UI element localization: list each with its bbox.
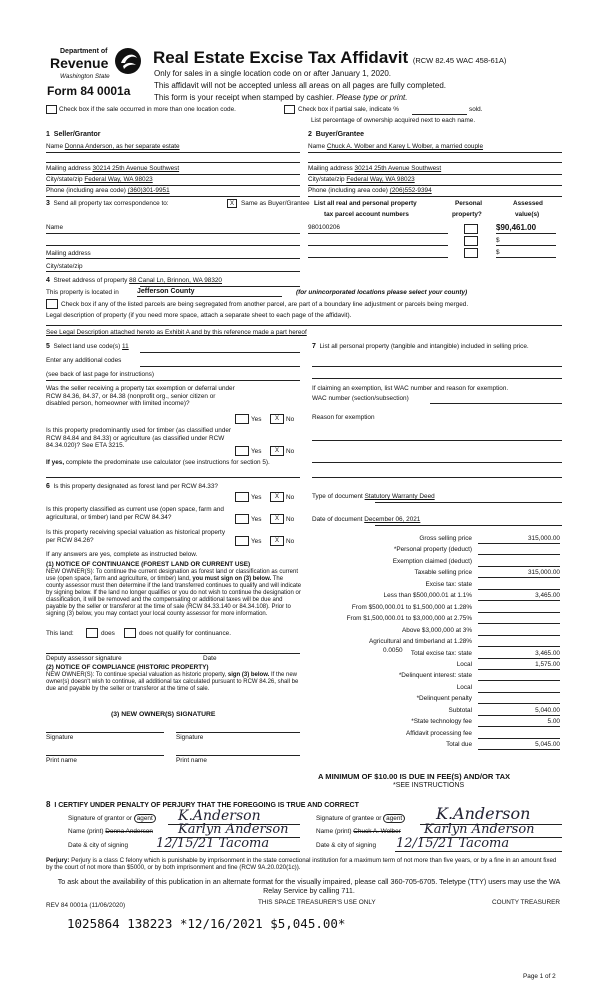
notice2-c: If the new owner(s) doesn't wish to continue, all additional tax calculated pursuant to RCW 84.26, shall be due and payable by the seller or transferor at the time of sale. <box>46 672 299 693</box>
tax-row-value[interactable]: 315,000.00 <box>478 535 560 544</box>
state-label: Washington State <box>60 73 110 80</box>
buyer-phone-label: Phone (including area code) <box>308 187 388 194</box>
list-percentage-note: List percentage of ownership acquired next to each name. <box>311 117 476 124</box>
exemption-question: Was the seller receiving a property tax exemption or deferral under RCW 84.36, 84.37, or 84.38 (nonprofit org., senior citizen or disabled person, homeowner with limited income)? <box>46 385 235 408</box>
buyer-blank-line <box>308 162 562 163</box>
notice1-c: The county assessor must then determine if the land transferred continues to qualify and will indicate by signing below. If the land no longer qualifies or you do not wish to continue the designation or classification, it will be removed and the compensating or additional taxes will be due and payable by the seller or transferor at the time of sale (RCW 84.33.140 or 84.34.108). Prior to signing (3) below, you may contact your local county assessor for more information. <box>46 576 302 618</box>
see-back-line <box>46 380 300 381</box>
section-8-number: 8 <box>46 800 51 809</box>
parcel-line-1 <box>308 233 448 234</box>
wac-label: WAC number (section/subsection) <box>312 395 409 402</box>
grantee-signature: K.Anderson <box>436 804 531 823</box>
owner-sig-line-1[interactable] <box>46 732 164 733</box>
buyer-city-row <box>308 176 415 184</box>
treasurer-stamp: 1025864 138223 *12/16/2021 $5,045.00* <box>67 916 346 931</box>
s3-blank-line[interactable] <box>46 245 300 246</box>
buyer-name-value: Chuck A. Wolber and Karey L Wolber, a married couple <box>326 143 484 150</box>
historic-question: Is this property receiving special valuation as historical property per RCW 84.26? <box>46 529 226 544</box>
parcel-number-1: 980100206 <box>308 224 340 231</box>
tax-row-value[interactable]: 3,465.00 <box>478 592 560 601</box>
tax-row-label: Agricultural and timberland at 1.28% <box>368 638 472 646</box>
grantee-name-struck: Chuck A. Wolber <box>353 828 401 835</box>
header-line-1: Only for sales in a single location code on or after January 1, 2020. <box>154 69 392 78</box>
personal-header-2: property? <box>452 211 482 218</box>
tax-row-value[interactable] <box>478 558 560 567</box>
partial-sale-label: Check box if partial sale, indicate % <box>298 106 399 113</box>
tax-row-label: Local <box>456 660 472 668</box>
new-owner-signature-title: (3) NEW OWNER(S) SIGNATURE <box>111 711 216 718</box>
legal-description: See Legal Description attached hereto as Exhibit A and by this reference made a part hereof <box>46 329 307 336</box>
s3-name-line[interactable] <box>46 233 300 234</box>
grantee-print-name: Karlyn Anderson <box>424 822 535 837</box>
does-label: does <box>101 630 115 637</box>
perjury-notice <box>46 857 562 872</box>
street-line <box>140 286 300 287</box>
perjury-label: Perjury: <box>46 857 70 864</box>
section-4-number: 4 <box>46 277 50 284</box>
owner-signature-label-1: Signature <box>46 734 74 741</box>
tax-row-label: Exemption claimed (deduct) <box>392 557 472 565</box>
grantor-name-row <box>68 828 153 836</box>
buyer-phone-row <box>308 187 432 195</box>
rcw-reference: (RCW 82.45 WAC 458-61A) <box>412 56 507 65</box>
tax-row-value[interactable] <box>478 638 560 647</box>
current-use-no-checkbox[interactable]: X <box>270 514 284 524</box>
timber-yes-checkbox[interactable] <box>235 446 249 456</box>
owner-print-line-1[interactable] <box>46 755 164 756</box>
assessed-line-2 <box>496 245 556 246</box>
grantee-name-label: Name (print) <box>316 828 352 835</box>
tax-row-label: Local <box>456 683 472 691</box>
land-use-row <box>46 343 129 351</box>
current-use-no-label: No <box>286 516 295 523</box>
partial-sale-checkbox[interactable] <box>284 105 295 114</box>
doc-date-line <box>375 525 562 526</box>
buyer-city-label: City/state/zip <box>308 176 345 183</box>
if-yes-bold: If yes, <box>46 459 65 466</box>
personal-checkbox-2[interactable] <box>464 236 478 246</box>
seller-phone-row <box>46 187 170 195</box>
historic-no-checkbox[interactable]: X <box>270 536 284 546</box>
if-yes-text: complete the predominate use calculator (see instructions for section 5). <box>65 459 270 466</box>
exemption-no-checkbox[interactable]: X <box>270 414 284 424</box>
notice2-b: sign (3) below. <box>227 672 270 678</box>
buyer-heading-text: Buyer/Grantee <box>315 131 365 138</box>
street-label: Street address of property <box>53 277 128 284</box>
timber-yes-label: Yes <box>251 448 262 455</box>
legal-label: Legal description of property (if you need more space, attach a separate sheet to each page of the affidavit). <box>46 312 352 319</box>
buyer-mailing-label: Mailing address <box>308 165 353 172</box>
exemption-yes-checkbox[interactable] <box>235 414 249 424</box>
tax-row-value[interactable] <box>478 546 560 555</box>
notice2-a: NEW OWNER(S): To continue special valuation as historic property, <box>46 672 227 678</box>
revenue-label: Revenue <box>50 55 109 71</box>
tax-row-value[interactable] <box>478 730 560 739</box>
doc-type-value: Statutory Warranty Deed <box>364 493 435 500</box>
section-6-number: 6 <box>46 483 50 490</box>
header-line-2: This affidavit will not be accepted unless all areas on all pages are fully completed. <box>154 81 447 90</box>
historic-yes-checkbox[interactable] <box>235 536 249 546</box>
dor-logo-icon <box>112 46 144 76</box>
historic-no-label: No <box>286 538 295 545</box>
tax-row-label: Total excise tax: state <box>410 649 472 657</box>
reason-line-1[interactable] <box>312 440 562 441</box>
tax-row-value[interactable]: 5,040.00 <box>478 707 560 716</box>
header-line-3 <box>154 93 407 103</box>
assessed-dollar-3: $ <box>496 249 500 256</box>
this-land-label: This land: <box>46 630 74 637</box>
section-7-text <box>312 343 557 351</box>
form-title-text: Real Estate Excise Tax Affidavit <box>153 48 409 67</box>
seller-heading <box>46 131 100 139</box>
county-select[interactable]: Jefferson County <box>137 288 282 297</box>
historic-yes-label: Yes <box>251 538 262 545</box>
doc-type-row <box>312 493 435 501</box>
tax-row-value[interactable]: 5,045.00 <box>478 741 560 750</box>
tax-row-label: Subtotal <box>448 706 472 714</box>
alt-format-notice: To ask about the availability of this publication in an alternate format for the visually impaired, please call 360-705-6705. Teletype (TTY) users may use the WA Relay Service by calling 711. <box>57 877 561 895</box>
grantor-date-label: Date & city of signing <box>68 842 129 849</box>
tax-row-label: Excise tax: state <box>425 580 472 588</box>
s3-mailing-line[interactable] <box>46 258 300 259</box>
does-checkbox[interactable] <box>86 628 98 638</box>
seller-mailing-row <box>46 165 179 173</box>
current-use-yes-label: Yes <box>251 516 262 523</box>
tax-row-value[interactable] <box>478 695 560 704</box>
parcel-line-2 <box>308 245 448 246</box>
segregated-checkbox[interactable] <box>46 299 58 309</box>
tax-row-label: *Delinquent interest: state <box>398 672 472 680</box>
reason-line-2[interactable] <box>312 462 562 463</box>
doc-date-value: December 06, 2021 <box>364 516 421 523</box>
seller-mailing-line <box>46 174 300 175</box>
owner-print-label-1: Print name <box>46 757 77 764</box>
perjury-text: Perjury is a class C felony which is punishable by imprisonment in the state correctional institution for a maximum term of not more than five years, or by a fine in an amount fixed by the court of not more than $5000, or by both imprisonment and fine (RCW 9A.20.020(1c)). <box>46 857 557 872</box>
grantor-signature-label <box>68 815 156 823</box>
personal-header-1: Personal <box>455 200 482 207</box>
section-3-row <box>46 200 169 208</box>
tax-row-label: From $500,000.01 to $1,500,000 at 1.28% <box>351 603 472 611</box>
seller-number: 1 <box>46 131 50 138</box>
owner-signature-label-2: Signature <box>176 734 204 741</box>
local-rate: 0.0050 <box>383 647 403 654</box>
notice1-a: NEW OWNER(S): To continue the current designation as forest land or classification as current use (open space, farm and agriculture, or timber) land, <box>46 569 298 583</box>
buyer-mailing-value: 30214 25th Avenue Southwest <box>354 165 442 172</box>
notice-continuance-title: (1) NOTICE OF CONTINUANCE (FOREST LAND OR CURRENT USE) <box>46 561 251 568</box>
seller-blank-line <box>46 162 300 163</box>
section-3-text: Send all property tax correspondence to: <box>53 200 169 207</box>
seller-city-value: Federal Way, WA 98023 <box>84 176 153 183</box>
timber-no-label: No <box>286 448 295 455</box>
tax-row-value[interactable] <box>478 627 560 636</box>
s3-city-line[interactable] <box>46 271 300 272</box>
additional-codes-label: Enter any additional codes <box>46 357 122 364</box>
page-number: Page 1 of 2 <box>523 973 556 980</box>
type-print-note: Please type or print. <box>336 93 408 102</box>
tax-row-label: Total due <box>446 741 472 749</box>
seller-name-line <box>46 152 300 153</box>
deputy-signature-label: Deputy assessor signature <box>46 655 122 662</box>
grantee-signature-label <box>316 815 405 823</box>
seller-name-value: Donna Anderson, as her separate estate <box>64 143 180 150</box>
grantor-sig-text: Signature of grantor or <box>68 815 132 822</box>
see-instructions-note: *SEE INSTRUCTIONS <box>393 782 465 789</box>
buyer-mailing-line <box>308 174 562 175</box>
seller-city-label: City/state/zip <box>46 176 83 183</box>
minimum-fee-note: A MINIMUM OF $10.00 IS DUE IN FEE(S) AND/OR TAX <box>318 772 511 781</box>
doc-date-row <box>312 516 420 524</box>
doc-date-label: Date of document <box>312 516 363 523</box>
seller-city-row <box>46 176 153 184</box>
tax-row-value[interactable]: 315,000.00 <box>478 569 560 578</box>
partial-percent-field[interactable] <box>412 114 467 115</box>
buyer-phone-value: (206)552-9394 <box>389 187 432 194</box>
reason-line-3[interactable] <box>312 477 562 478</box>
reason-label: Reason for exemption <box>312 414 375 421</box>
receipt-note: This form is your receipt when stamped by cashier. <box>154 93 335 102</box>
tax-row-value[interactable]: 3,465.00 <box>478 650 560 659</box>
seller-mailing-value: 30214 25th Avenue Southwest <box>92 165 180 172</box>
seller-mailing-label: Mailing address <box>46 165 91 172</box>
tax-row-value[interactable] <box>478 581 560 590</box>
dept-label: Department of <box>60 48 108 55</box>
deputy-date-label: Date <box>203 655 217 662</box>
exemption-no-label: No <box>286 416 295 423</box>
forest-no-label: No <box>286 494 295 501</box>
tax-row-value[interactable]: 5.00 <box>478 718 560 727</box>
any-yes-note: If any answers are yes, complete as instructed below. <box>46 551 198 558</box>
assessed-value-1: $90,461.00 <box>496 223 537 232</box>
buyer-name-row <box>308 143 483 151</box>
land-use-label: Select land use code(s) <box>53 343 121 350</box>
street-row <box>46 277 222 285</box>
buyer-name-label: Name <box>308 143 326 150</box>
buyer-name-line <box>308 152 562 153</box>
tax-row-label: From $1,500,000.01 to $3,000,000 at 2.75% <box>346 615 472 623</box>
grantor-signature: K.Anderson <box>178 808 261 824</box>
seller-city-line <box>46 185 300 186</box>
buyer-mailing-row <box>308 165 441 173</box>
multi-location-label: Check box if the sale occurred in more than one location code. <box>59 106 236 113</box>
grantee-date-city: 12/15/21 Tacoma <box>396 836 510 851</box>
land-use-line[interactable] <box>140 352 300 353</box>
notice-compliance-title: (2) NOTICE OF COMPLIANCE (HISTORIC PROPERTY) <box>46 664 209 671</box>
assessed-dollar-2: $ <box>496 237 500 244</box>
forest-question <box>46 483 231 491</box>
parcels-header-1: List all real and personal property <box>314 200 417 207</box>
section-5-number: 5 <box>46 343 50 350</box>
does-not-checkbox[interactable] <box>124 628 136 638</box>
personal-property-line-2[interactable] <box>312 378 562 379</box>
additional-codes-line[interactable] <box>140 366 300 367</box>
tax-row-label: Affidavit processing fee <box>406 729 472 737</box>
owner-print-line-2[interactable] <box>176 755 300 756</box>
same-as-buyer-label: Same as Buyer/Grantee <box>241 200 310 207</box>
tax-row-label: *State technology fee <box>411 718 472 726</box>
section-5-bottom-line <box>46 477 300 478</box>
tax-row-label: *Delinquent penalty <box>416 695 472 703</box>
grantor-agent-circled: agent <box>134 814 156 823</box>
forest-yes-label: Yes <box>251 494 262 501</box>
grantee-date-label: Date & city of signing <box>316 842 377 849</box>
revision-label: REV 84 0001a (11/06/2020) <box>46 902 126 909</box>
grantor-name-label: Name (print) <box>68 828 104 835</box>
section-7-label: List all personal property (tangible and intangible) included in selling price. <box>319 343 529 350</box>
certify-text: I CERTIFY UNDER PENALTY OF PERJURY THAT THE FOREGOING IS TRUE AND CORRECT <box>54 802 359 809</box>
personal-checkbox-3[interactable] <box>464 248 478 258</box>
grantee-sig-text: Signature of grantee or <box>316 815 382 822</box>
grantor-print-name: Karlyn Anderson <box>178 822 289 837</box>
s3-city-label: City/state/zip <box>46 263 83 270</box>
seller-name-label: Name <box>46 143 64 150</box>
forest-no-checkbox[interactable]: X <box>270 492 284 502</box>
forest-question-text: Is this property designated as forest land per RCW 84.33? <box>53 483 218 490</box>
same-as-buyer-checkbox[interactable]: X <box>227 199 237 208</box>
owner-sig-line-2[interactable] <box>176 732 300 733</box>
notice-compliance-text <box>46 672 302 693</box>
buyer-city-value: Federal Way, WA 98023 <box>346 176 415 183</box>
s3-mailing-label: Mailing address <box>46 250 91 257</box>
legal-line-1[interactable] <box>46 325 562 326</box>
doc-type-line <box>375 502 562 503</box>
buyer-number: 2 <box>308 131 312 138</box>
grantor-name-struck: Donna Anderson <box>105 828 153 835</box>
wac-line[interactable] <box>430 403 562 404</box>
seller-phone-value: (360)301-9951 <box>127 187 170 194</box>
timber-no-checkbox[interactable]: X <box>270 446 284 456</box>
treasurer-use-label: THIS SPACE TREASURER'S USE ONLY <box>258 899 376 906</box>
grantor-date-city: 12/15/21 Tacoma <box>156 836 270 851</box>
seller-name-row <box>46 143 180 151</box>
exemption-claim-note: If claiming an exemption, list WAC number and reason for exemption. <box>312 385 509 392</box>
segregated-label: Check box if any of the listed parcels are being segregated from another parcel, are part of a boundary line adjustment or parcels being merged. <box>61 301 469 308</box>
section-3-number: 3 <box>46 200 50 207</box>
timber-question: Is this property predominantly used for timber (as classified under RCW 84.84 and 84.33) or agriculture (as classified under RCW 84.34.020)? See ETA 3215. <box>46 427 232 450</box>
multi-location-checkbox[interactable] <box>46 105 57 114</box>
see-back-note: (see back of last page for instructions) <box>46 371 154 378</box>
tax-row-value[interactable] <box>478 615 560 624</box>
seller-phone-line <box>46 196 300 197</box>
tax-row-label: *Personal property (deduct) <box>393 546 472 554</box>
land-use-value: 11 <box>122 343 129 350</box>
section-7-number: 7 <box>312 343 316 350</box>
tax-row-value[interactable] <box>478 672 560 681</box>
tax-row-value[interactable] <box>478 604 560 613</box>
deputy-signature-line[interactable] <box>46 653 300 654</box>
grantee-agent-circled: agent <box>383 814 405 823</box>
assessed-line-3 <box>496 257 556 258</box>
tax-row-label: Less than $500,000.01 at 1.1% <box>383 592 472 600</box>
county-treasurer-label: COUNTY TREASURER <box>492 899 560 906</box>
parcels-header-2: tax parcel account numbers <box>324 211 409 218</box>
sold-label: sold. <box>469 106 483 113</box>
assessed-header-1: Assessed <box>513 200 543 207</box>
personal-property-line-1[interactable] <box>312 366 562 367</box>
buyer-city-line <box>308 185 562 186</box>
doc-type-label: Type of document <box>312 493 363 500</box>
notice1-b: you must sign on (3) below. <box>192 576 272 583</box>
buyer-phone-line <box>308 196 562 197</box>
form-title <box>153 48 506 68</box>
parcel-line-3 <box>308 257 448 258</box>
if-yes-note <box>46 459 286 467</box>
unincorporated-note: (for unincorporated locations please select your county) <box>296 289 468 296</box>
tax-row-value[interactable] <box>478 684 560 693</box>
assessed-line-1 <box>496 233 556 234</box>
notice-continuance-text <box>46 569 302 619</box>
current-use-question: Is this property classified as current use (open space, farm and agricultural, or timber) land per RCW 84.34? <box>46 506 224 521</box>
assessed-header-2: value(s) <box>515 211 540 218</box>
street-value: 88 Canal Ln, Brinnon, WA 98320 <box>129 277 222 284</box>
tax-row-label: Taxable selling price <box>414 569 472 577</box>
s3-name-label: Name <box>46 224 64 231</box>
seller-heading-text: Seller/Grantor <box>53 131 101 138</box>
current-use-yes-checkbox[interactable] <box>235 514 249 524</box>
exemption-yes-label: Yes <box>251 416 262 423</box>
tax-row-label: Above $3,000,000 at 3% <box>402 626 472 634</box>
personal-checkbox-1[interactable] <box>464 224 478 234</box>
does-not-label: does not qualify for continuance. <box>139 630 232 637</box>
tax-row-value[interactable]: 1,575.00 <box>478 661 560 670</box>
forest-yes-checkbox[interactable] <box>235 492 249 502</box>
owner-print-label-2: Print name <box>176 757 207 764</box>
seller-phone-label: Phone (including area code) <box>46 187 126 194</box>
buyer-heading <box>308 131 364 139</box>
tax-row-label: Gross selling price <box>419 535 472 542</box>
grantee-name-row <box>316 828 401 836</box>
county-label: This property is located in <box>46 289 119 296</box>
form-number: Form 84 0001a <box>47 84 131 98</box>
